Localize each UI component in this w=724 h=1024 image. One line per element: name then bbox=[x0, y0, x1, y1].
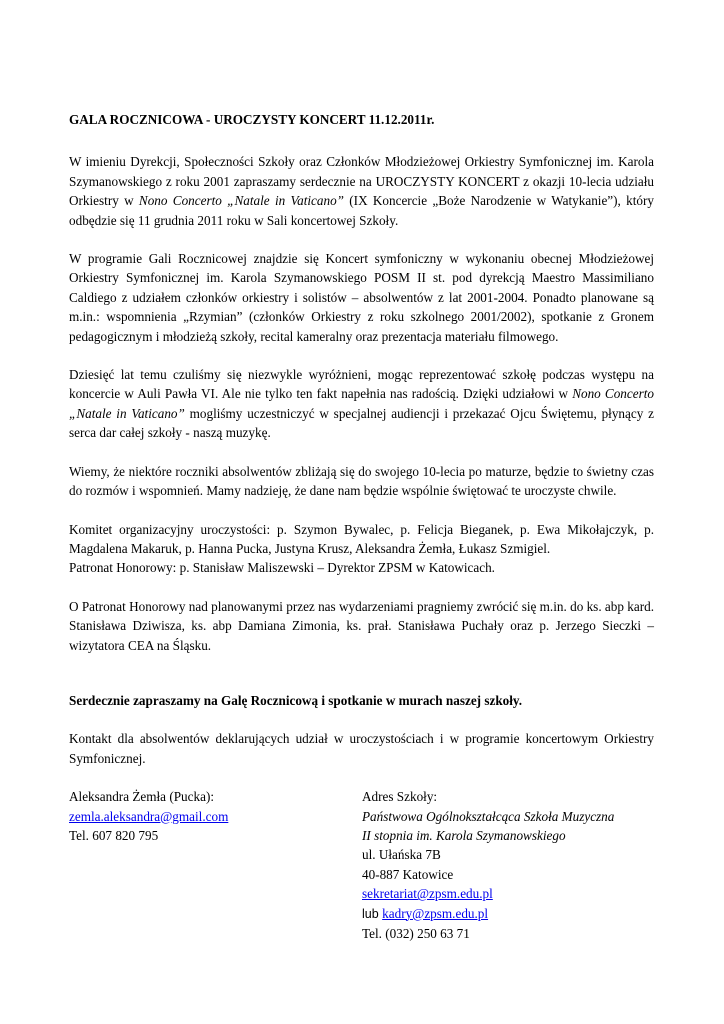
paragraph-invitation-intro bbox=[69, 152, 654, 230]
paragraph-text: (IX Koncercie „Boże Narodzenie w Watykanie”), który odbędzie się 11 grudnia 2011 roku w Sali koncertowej Szkoły. bbox=[69, 193, 654, 228]
document-page bbox=[69, 110, 654, 941]
contact-phone: Tel. 607 820 795 bbox=[69, 827, 159, 843]
school-address bbox=[362, 787, 652, 943]
paragraph-history bbox=[69, 365, 654, 443]
school-phone: Tel. (032) 250 63 71 bbox=[362, 926, 470, 941]
paragraph-program: W programie Gali Rocznicowej znajdzie się Koncert symfoniczny w wykonaniu obecnej Młodzieżowej Orkiestry Symfonicznej im. Karola Szymanowskiego POSM II st. pod dyrekcją Maestro Massimiliano Caldiego z udziałem członków orkiestry i solistów – absolwentów z lat 2001-2004. Ponadto planowane są m.in.: wspomnienia „Rzymian” (członków Orkiestry z roku szkolnego 2001/2002), spotkanie z Gronem pedagogicznym i młodzieżą szkoły, recital kameralny oraz prezentacja materiału filmowego. bbox=[69, 251, 654, 344]
paragraph-text: W imieniu Dyrekcji, Społeczności Szkoły oraz Członków Młodzieżowej Orkiestry Symfonicznej im. Karola Szymanowskiego z roku 2001 zapraszamy serdecznie na UROCZYSTY KONCERT z okazji 10-lecia udziału Orkiestry w bbox=[69, 154, 654, 209]
invitation-heading: Serdecznie zapraszamy na Galę Rocznicową i spotkanie w murach naszej szkoły. bbox=[69, 692, 523, 708]
paragraph-text: mogliśmy uczestniczyć w specjalnej audiencji i przekazać Ojcu Świętemu, płynący z serca dar całej szkoły - naszą muzykę. bbox=[69, 405, 654, 441]
contact-name: Aleksandra Żemła (Pucka): bbox=[69, 789, 215, 805]
paragraph-committee: Komitet organizacyjny uroczystości: p. Szymon Bywalec, p. Felicja Bieganek, p. Ewa Mikołajczyk, p. Magdalena Makaruk, p. Hanna Pucka, Justyna Krusz, Aleksandra Żemła, Łukasz Szmigiel. bbox=[69, 521, 654, 556]
contact-person bbox=[69, 787, 339, 845]
contacts-section bbox=[69, 787, 654, 941]
document-title: GALA ROCZNICOWA - UROCZYSTY KONCERT 11.12.2011r. bbox=[69, 112, 435, 127]
concert-name-italic: Nono Concerto „Natale in Vaticano” bbox=[69, 386, 654, 421]
paragraph-honorary-patronage: O Patronat Honorowy nad planowanymi przez nas wydarzeniami pragniemy zwrócić się m.in. do ks. abp kard. Stanisława Dziwisza, ks. abp Damiana Zimonia, ks. prał. Stanisława Puchały oraz p. Jerzego Sieczki – wizytatora CEA na Śląsku. bbox=[69, 598, 654, 653]
lub-label: lub bbox=[362, 906, 383, 921]
paragraph-contact-info: Kontakt dla absolwentów deklarujących udział w uroczystościach i w programie koncertowym Orkiestry Symfonicznej. bbox=[69, 731, 654, 766]
paragraph-patronage: Patronat Honorowy: p. Stanisław Maliszewski – Dyrektor ZPSM w Katowicach. bbox=[69, 560, 495, 576]
address-heading: Adres Szkoły: bbox=[362, 789, 438, 805]
school-name-line1: Państwowa Ogólnokształcąca Szkoła Muzyczna bbox=[362, 808, 615, 824]
hr-email-link[interactable]: kadry@zpsm.edu.pl bbox=[382, 905, 489, 921]
school-street: ul. Ułańska 7B bbox=[362, 847, 441, 863]
school-name-line2: II stopnia im. Karola Szymanowskiego bbox=[362, 827, 566, 843]
secretariat-email-link[interactable]: sekretariat@zpsm.edu.pl bbox=[362, 886, 493, 902]
paragraph-alumni: Wiemy, że niektóre roczniki absolwentów zbliżają się do swojego 10-lecia po maturze, będzie to świetny czas do rozmów i wspomnień. Mamy nadzieję, że dane nam będzie wspólnie świętować te uroczyste chwile. bbox=[69, 463, 654, 499]
concert-name-italic: Nono Concerto „Natale in Vaticano” bbox=[138, 193, 344, 209]
school-city: 40-887 Katowice bbox=[362, 866, 454, 882]
contact-email-link[interactable]: zemla.aleksandra@gmail.com bbox=[69, 808, 229, 824]
paragraph-text: Dziesięć lat temu czuliśmy się niezwykle wyróżnieni, mogąc reprezentować szkołę podczas występu na koncercie w Auli Pawła VI. Ale nie tylko ten fakt napełnia nas radością. Dzięki udziałowi w bbox=[69, 367, 654, 402]
